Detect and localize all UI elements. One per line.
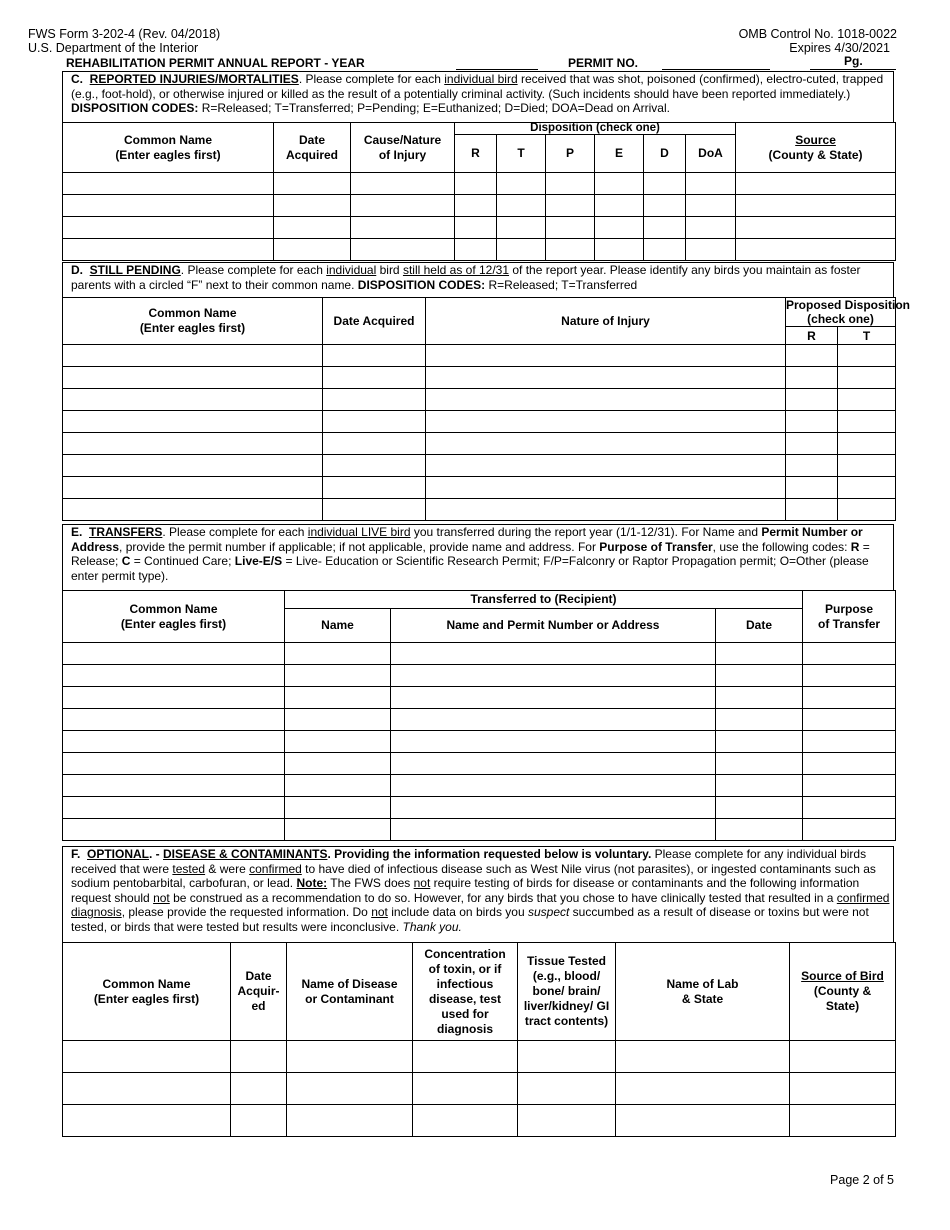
col-common-name: Common Name (Enter eagles first): [63, 298, 323, 345]
table-cell[interactable]: [426, 499, 786, 521]
table-cell[interactable]: [391, 709, 716, 731]
table-cell[interactable]: [63, 643, 285, 665]
col-disease: Name of Disease or Contaminant: [287, 943, 413, 1041]
form-id: FWS Form 3-202-4 (Rev. 04/2018): [28, 27, 221, 41]
table-cell[interactable]: [63, 775, 285, 797]
table-cell[interactable]: [63, 389, 323, 411]
table-cell[interactable]: [686, 195, 736, 217]
table-cell[interactable]: [231, 1073, 287, 1105]
table-cell[interactable]: [838, 499, 896, 521]
table-cell[interactable]: [63, 477, 323, 499]
page-label: Pg.: [844, 54, 863, 68]
table-cell[interactable]: [790, 1041, 896, 1073]
section-e-instructions: E. TRANSFERS. Please complete for each individual LIVE bird you transferred during the report year (1/1-12/31). For Name and Permit Number or Address, provide the permit number if applicable; if not applicable, provide name and address. For Purpose of Transfer, use the following codes: R = Release; C = Continued Care; Live-E/S = Live- Education or Scientific Research Permit; F/P=Falconry or Raptor Propagation permit; O=Other (please enter permit type).: [62, 524, 894, 591]
table-cell[interactable]: [595, 173, 644, 195]
table-cell[interactable]: [426, 477, 786, 499]
table-cell[interactable]: [546, 217, 595, 239]
disease-rows: [63, 1041, 896, 1137]
table-cell[interactable]: [413, 1073, 518, 1105]
table-cell[interactable]: [391, 731, 716, 753]
table-cell[interactable]: [686, 239, 736, 261]
table-cell[interactable]: [595, 195, 644, 217]
table-cell[interactable]: [497, 239, 546, 261]
table-cell[interactable]: [644, 239, 686, 261]
table-cell[interactable]: [287, 1105, 413, 1137]
section-e-title: TRANSFERS: [89, 525, 163, 539]
col-recipient: Transferred to (Recipient): [285, 591, 803, 609]
table-cell[interactable]: [426, 411, 786, 433]
table-cell[interactable]: [786, 367, 838, 389]
col-e: E: [595, 135, 644, 173]
table-cell[interactable]: [231, 1105, 287, 1137]
table-row: [63, 665, 896, 687]
table-cell[interactable]: [786, 455, 838, 477]
table-cell[interactable]: [63, 731, 285, 753]
table-cell[interactable]: [63, 173, 274, 195]
table-cell[interactable]: [716, 687, 803, 709]
table-cell[interactable]: [616, 1041, 790, 1073]
table-cell[interactable]: [274, 239, 351, 261]
section-d-instructions: D. STILL PENDING. Please complete for each individual bird still held as of 12/31 of the report year. Please identify any birds you maintain as foster parents with a circled “F” next to their common name. DISPOSITION CODES: R=Released; T=Transferred: [62, 262, 894, 298]
pending-rows: [63, 345, 896, 521]
table-cell[interactable]: [63, 797, 285, 819]
col-lab: Name of Lab & State: [616, 943, 790, 1041]
table-cell[interactable]: [323, 389, 426, 411]
table-cell[interactable]: [323, 367, 426, 389]
col-r: R: [786, 327, 838, 345]
col-disposition: Disposition (check one): [455, 123, 736, 135]
table-cell[interactable]: [546, 239, 595, 261]
table-cell[interactable]: [455, 195, 497, 217]
table-cell[interactable]: [716, 819, 803, 841]
table-row: [63, 797, 896, 819]
pending-table: [62, 297, 911, 521]
table-row: [63, 499, 896, 521]
table-cell[interactable]: [803, 731, 896, 753]
table-cell[interactable]: [63, 1105, 231, 1137]
report-title: REHABILITATION PERMIT ANNUAL REPORT - YEAR: [66, 56, 365, 70]
table-cell[interactable]: [838, 411, 896, 433]
transfers-rows: [63, 643, 896, 841]
table-cell[interactable]: [546, 195, 595, 217]
col-cause: Cause/Nature of Injury: [351, 123, 455, 173]
table-cell[interactable]: [63, 195, 274, 217]
table-cell[interactable]: [285, 731, 391, 753]
table-cell[interactable]: [644, 173, 686, 195]
page-number: Page 2 of 5: [830, 1173, 894, 1187]
table-cell[interactable]: [786, 411, 838, 433]
table-cell[interactable]: [736, 195, 896, 217]
col-name: Name: [285, 609, 391, 643]
table-cell[interactable]: [455, 217, 497, 239]
col-tissue: Tissue Tested (e.g., blood/ bone/ brain/ liver/kidney/ GI tract contents): [518, 943, 616, 1041]
table-cell[interactable]: [716, 731, 803, 753]
table-cell[interactable]: [716, 753, 803, 775]
table-cell[interactable]: [231, 1041, 287, 1073]
table-cell[interactable]: [63, 709, 285, 731]
col-p: P: [546, 135, 595, 173]
table-cell[interactable]: [736, 239, 896, 261]
table-cell[interactable]: [63, 345, 323, 367]
col-doa: DoA: [686, 135, 736, 173]
table-cell[interactable]: [790, 1105, 896, 1137]
table-cell[interactable]: [838, 367, 896, 389]
table-cell[interactable]: [63, 217, 274, 239]
table-row: [63, 389, 896, 411]
injuries-rows: [63, 173, 896, 261]
table-cell[interactable]: [391, 819, 716, 841]
table-cell[interactable]: [63, 687, 285, 709]
table-cell[interactable]: [391, 687, 716, 709]
table-cell[interactable]: [518, 1105, 616, 1137]
table-row: [63, 709, 896, 731]
section-c-title: REPORTED INJURIES/MORTALITIES: [89, 72, 299, 86]
table-cell[interactable]: [63, 239, 274, 261]
col-common-name: Common Name (Enter eagles first): [63, 123, 274, 173]
table-cell[interactable]: [716, 665, 803, 687]
table-cell[interactable]: [803, 687, 896, 709]
col-date-acquired: Date Acquir- ed: [231, 943, 287, 1041]
table-cell[interactable]: [285, 819, 391, 841]
table-cell[interactable]: [413, 1041, 518, 1073]
table-cell[interactable]: [838, 455, 896, 477]
table-cell[interactable]: [426, 389, 786, 411]
table-cell[interactable]: [786, 433, 838, 455]
table-cell[interactable]: [391, 753, 716, 775]
table-row: [63, 1041, 896, 1073]
table-cell[interactable]: [686, 173, 736, 195]
table-cell[interactable]: [323, 411, 426, 433]
table-row: [63, 239, 896, 261]
permit-no-field[interactable]: [662, 69, 770, 70]
col-concentration: Concentration of toxin, or if infectious disease, test used for diagnosis: [413, 943, 518, 1041]
col-source: Source (County & State): [736, 123, 896, 173]
table-cell[interactable]: [426, 367, 786, 389]
table-cell[interactable]: [497, 217, 546, 239]
table-cell[interactable]: [426, 433, 786, 455]
table-cell[interactable]: [323, 499, 426, 521]
table-cell[interactable]: [426, 455, 786, 477]
table-cell[interactable]: [285, 753, 391, 775]
table-cell[interactable]: [838, 345, 896, 367]
table-row: [63, 173, 896, 195]
table-cell[interactable]: [518, 1041, 616, 1073]
table-cell[interactable]: [63, 455, 323, 477]
table-cell[interactable]: [391, 775, 716, 797]
table-cell[interactable]: [274, 217, 351, 239]
table-cell[interactable]: [455, 239, 497, 261]
table-cell[interactable]: [786, 389, 838, 411]
table-cell[interactable]: [736, 217, 896, 239]
table-row: [63, 643, 896, 665]
table-cell[interactable]: [323, 433, 426, 455]
table-cell[interactable]: [323, 455, 426, 477]
table-cell[interactable]: [644, 195, 686, 217]
table-row: [63, 1105, 896, 1137]
table-cell[interactable]: [285, 643, 391, 665]
col-purpose: Purpose of Transfer: [803, 591, 896, 643]
col-r: R: [455, 135, 497, 173]
table-cell[interactable]: [426, 345, 786, 367]
table-row: [63, 775, 896, 797]
table-row: [63, 345, 896, 367]
table-cell[interactable]: [63, 499, 323, 521]
table-cell[interactable]: [323, 345, 426, 367]
table-cell[interactable]: [63, 665, 285, 687]
omb-control: OMB Control No. 1018-0022: [738, 27, 897, 41]
table-cell[interactable]: [803, 753, 896, 775]
table-cell[interactable]: [63, 367, 323, 389]
table-row: [63, 455, 896, 477]
table-cell[interactable]: [351, 195, 455, 217]
table-row: [63, 411, 896, 433]
table-cell[interactable]: [838, 477, 896, 499]
table-cell[interactable]: [497, 173, 546, 195]
col-source: Source of Bird (County & State): [790, 943, 896, 1041]
table-cell[interactable]: [63, 1041, 231, 1073]
table-cell[interactable]: [63, 819, 285, 841]
year-field[interactable]: [456, 69, 538, 70]
col-nature: Nature of Injury: [426, 298, 786, 345]
col-proposed: Proposed Disposition (check one): [786, 298, 911, 326]
table-cell[interactable]: [351, 239, 455, 261]
page-field[interactable]: [810, 69, 896, 70]
table-cell[interactable]: [803, 797, 896, 819]
section-d-title: STILL PENDING: [89, 263, 181, 277]
table-cell[interactable]: [803, 709, 896, 731]
section-f-title: OPTIONAL: [87, 847, 150, 861]
table-cell[interactable]: [803, 775, 896, 797]
table-cell[interactable]: [790, 1073, 896, 1105]
table-cell[interactable]: [716, 797, 803, 819]
table-row: [63, 477, 896, 499]
table-cell[interactable]: [786, 477, 838, 499]
table-cell[interactable]: [616, 1073, 790, 1105]
table-cell[interactable]: [287, 1041, 413, 1073]
department: U.S. Department of the Interior: [28, 41, 199, 55]
table-cell[interactable]: [803, 819, 896, 841]
table-cell[interactable]: [595, 217, 644, 239]
table-cell[interactable]: [391, 665, 716, 687]
table-cell[interactable]: [803, 643, 896, 665]
table-row: [63, 731, 896, 753]
table-cell[interactable]: [351, 173, 455, 195]
table-cell[interactable]: [274, 195, 351, 217]
table-row: [63, 367, 896, 389]
table-row: [63, 753, 896, 775]
table-cell[interactable]: [285, 709, 391, 731]
table-cell[interactable]: [285, 687, 391, 709]
table-cell[interactable]: [285, 797, 391, 819]
table-cell[interactable]: [518, 1073, 616, 1105]
transfers-table: [62, 590, 896, 841]
table-cell[interactable]: [595, 239, 644, 261]
table-cell[interactable]: [786, 499, 838, 521]
table-cell[interactable]: [274, 173, 351, 195]
table-cell[interactable]: [838, 389, 896, 411]
table-cell[interactable]: [391, 797, 716, 819]
table-cell[interactable]: [285, 665, 391, 687]
expires-date: Expires 4/30/2021: [789, 41, 890, 55]
table-cell[interactable]: [716, 709, 803, 731]
table-cell[interactable]: [63, 433, 323, 455]
table-cell[interactable]: [323, 477, 426, 499]
table-cell[interactable]: [838, 433, 896, 455]
table-cell[interactable]: [63, 411, 323, 433]
table-cell[interactable]: [546, 173, 595, 195]
table-cell[interactable]: [287, 1073, 413, 1105]
table-row: [63, 819, 896, 841]
col-t: T: [497, 135, 546, 173]
table-cell[interactable]: [616, 1105, 790, 1137]
table-cell[interactable]: [351, 217, 455, 239]
table-row: [63, 433, 896, 455]
col-common-name: Common Name (Enter eagles first): [63, 943, 231, 1041]
table-row: [63, 195, 896, 217]
table-cell[interactable]: [413, 1105, 518, 1137]
table-cell[interactable]: [391, 643, 716, 665]
disease-table: [62, 942, 896, 1137]
table-cell[interactable]: [455, 173, 497, 195]
col-d: D: [644, 135, 686, 173]
table-cell[interactable]: [803, 665, 896, 687]
table-row: [63, 687, 896, 709]
table-cell[interactable]: [716, 643, 803, 665]
table-cell[interactable]: [716, 775, 803, 797]
col-common-name: Common Name (Enter eagles first): [63, 591, 285, 643]
col-t: T: [838, 327, 896, 345]
table-cell[interactable]: [686, 217, 736, 239]
table-cell[interactable]: [644, 217, 686, 239]
section-c-instructions: C. REPORTED INJURIES/MORTALITIES. Please complete for each individual bird received that was shot, poisoned (confirmed), electro-cuted, trapped (e.g., foot-hold), or otherwise injured or killed as the result of a potentially criminal activity. (Such incidents should have been reported immediately.) DISPOSITION CODES: R=Released; T=Transferred; P=Pending; E=Euthanized; D=Died; DOA=Dead on Arrival.: [62, 71, 894, 122]
table-row: [63, 217, 896, 239]
table-cell[interactable]: [285, 775, 391, 797]
table-row: [63, 1073, 896, 1105]
table-cell[interactable]: [786, 345, 838, 367]
col-date: Date: [716, 609, 803, 643]
permit-no-label: PERMIT NO.: [568, 56, 639, 70]
table-cell[interactable]: [63, 1073, 231, 1105]
col-date-acquired: Date Acquired: [323, 298, 426, 345]
table-cell[interactable]: [63, 753, 285, 775]
table-cell[interactable]: [497, 195, 546, 217]
col-name-permit: Name and Permit Number or Address: [391, 609, 716, 643]
injuries-table: [62, 122, 896, 261]
table-cell[interactable]: [736, 173, 896, 195]
col-date-acquired: Date Acquired: [274, 123, 351, 173]
section-f-instructions: F. OPTIONAL. - DISEASE & CONTAMINANTS. Providing the information requested below is voluntary. Please complete for any individual birds received that were tested & were confirmed to have died of infectious disease such as West Nile virus (not parasites), or ingested contaminants such as sodium pentobarbital, carbofuran, or lead. Note: The FWS does not require testing of birds for disease or contaminants and the following information request should not be construed as a recommendation to do so. However, for any birds that you chose to have clinically tested that resulted in a confirmed diagnosis, please provide the requested information. Do not include data on birds you suspect succumbed as a result of disease or toxins but were not tested, or birds that were tested but results were inconclusive. Thank you.: [62, 846, 894, 943]
